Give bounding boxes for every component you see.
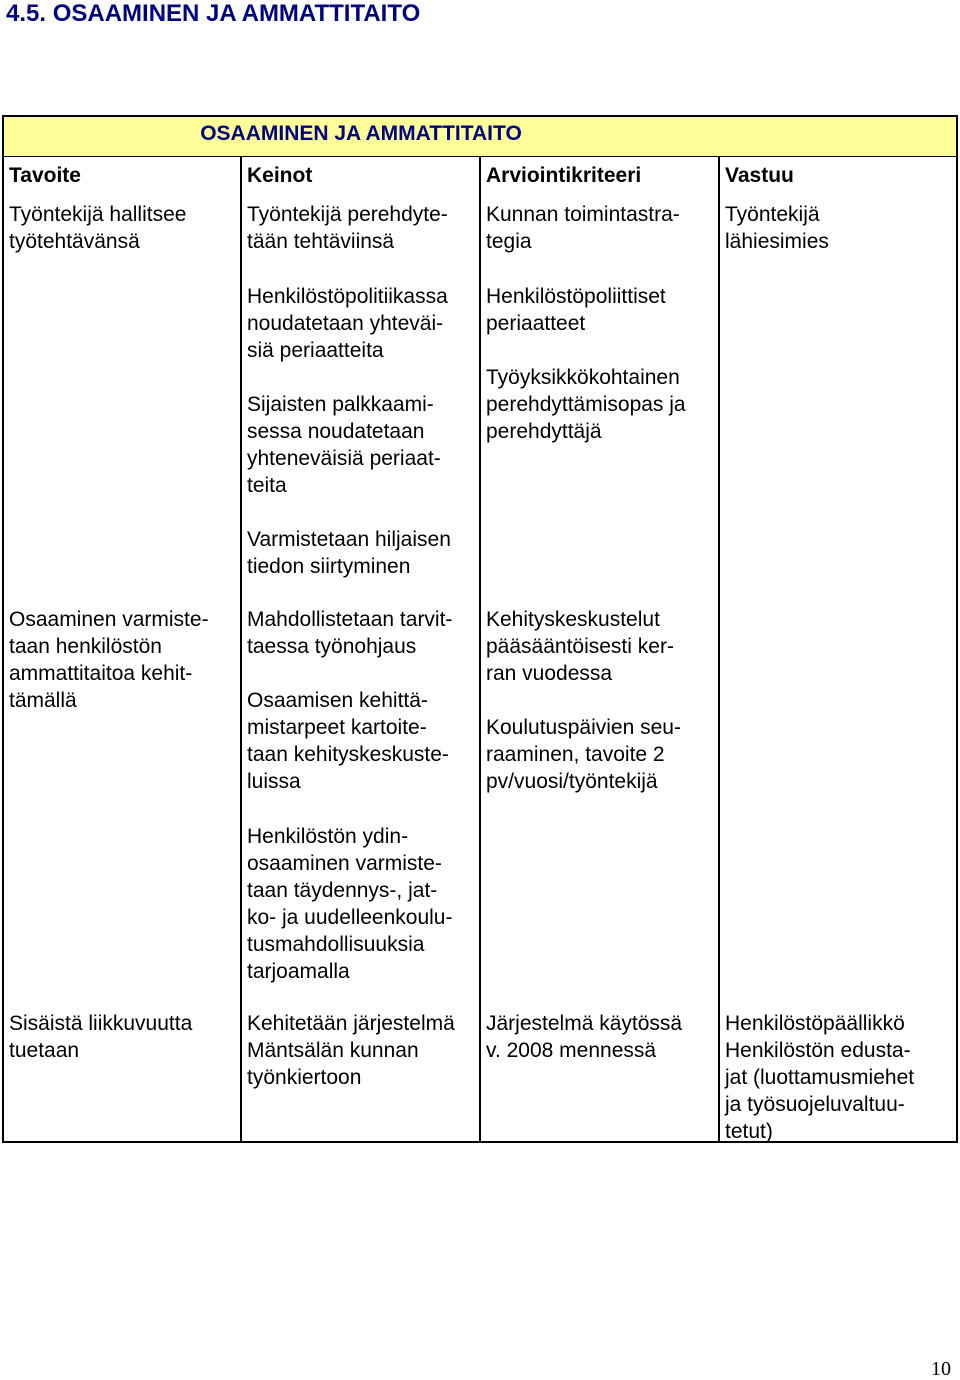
row2-tavoite: Osaaminen varmiste- taan henkilöstön ammattitaitoa kehit- tämällä: [9, 608, 209, 712]
row1-keinot-1: Työntekijä perehdyte- tään tehtäviinsä: [247, 203, 448, 253]
row1-arviointi-2: Henkilöstöpoliittiset periaatteet: [486, 285, 666, 335]
row1-keinot-4: Varmistetaan hiljaisen tiedon siirtyminen: [247, 528, 451, 578]
table-title: OSAAMINEN JA AMMATTITAITO: [200, 122, 522, 145]
competence-table: [2, 115, 958, 1143]
row1-arviointi-1: Kunnan toimintastra- tegia: [486, 203, 680, 253]
column-divider: [718, 157, 720, 1141]
header-arviointikriteeri: Arviointikriteeri: [486, 164, 642, 187]
section-heading: 4.5. OSAAMINEN JA AMMATTITAITO: [6, 0, 421, 27]
row2-arviointi-1: Kehityskeskustelut pääsääntöisesti ker- ran vuodessa: [486, 608, 674, 685]
page-number: 10: [931, 1358, 951, 1380]
header-vastuu: Vastuu: [725, 164, 794, 187]
row2-keinot-3: Henkilöstön ydin- osaaminen varmiste- taan täydennys-, jat- ko- ja uudelleenkoulu- tusmahdollisuuksia tarjoamalla: [247, 825, 453, 983]
header-keinot: Keinot: [247, 164, 313, 187]
row1-tavoite: Työntekijä hallitsee työtehtävänsä: [9, 203, 187, 253]
row1-keinot-2: Henkilöstöpolitiikassa noudatetaan yhteväi- siä periaatteita: [247, 285, 448, 362]
row2-keinot-2: Osaamisen kehittä- mistarpeet kartoite- taan kehityskeskuste- luissa: [247, 689, 449, 793]
row3-vastuu: Henkilöstöpäällikkö Henkilöstön edusta- jat (luottamusmiehet ja työsuojeluvaltuu- tetut): [725, 1012, 915, 1143]
column-divider: [479, 157, 481, 1141]
row1-arviointi-3: Työyksikkökohtainen perehdyttämisopas ja perehdyttäjä: [486, 366, 686, 443]
row1-keinot-3: Sijaisten palkkaami- sessa noudatetaan yhteneväisiä periaat- teita: [247, 393, 441, 497]
row3-tavoite: Sisäistä liikkuvuutta tuetaan: [9, 1012, 193, 1062]
row2-keinot-1: Mahdollistetaan tarvit- taessa työnohjaus: [247, 608, 453, 658]
column-divider: [240, 157, 242, 1141]
row2-arviointi-2: Koulutuspäivien seu- raaminen, tavoite 2 pv/vuosi/työntekijä: [486, 716, 681, 793]
row3-arviointi: Järjestelmä käytössä v. 2008 mennessä: [486, 1012, 683, 1062]
row3-keinot: Kehitetään järjestelmä Mäntsälän kunnan työnkiertoon: [247, 1012, 455, 1089]
row1-vastuu: Työntekijä lähiesimies: [725, 203, 829, 253]
header-tavoite: Tavoite: [9, 164, 81, 187]
